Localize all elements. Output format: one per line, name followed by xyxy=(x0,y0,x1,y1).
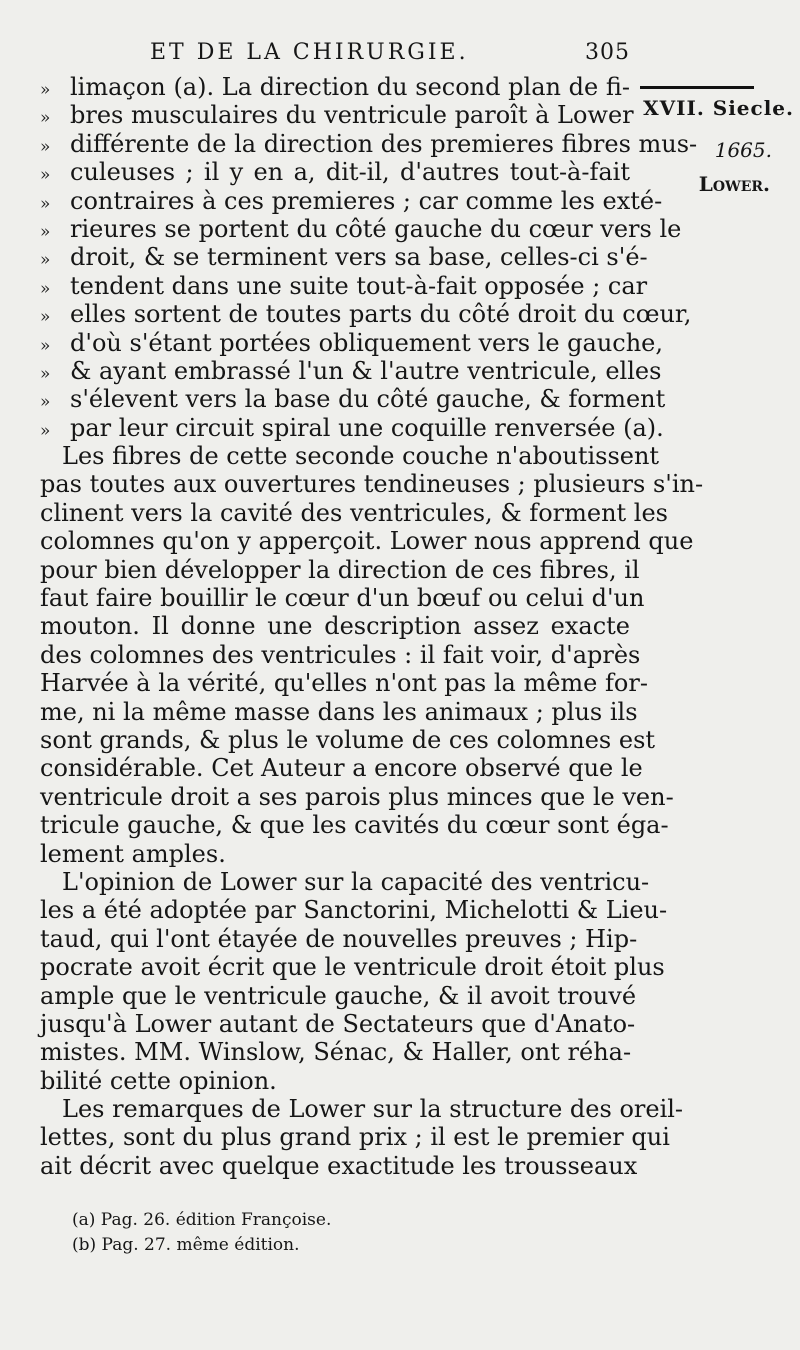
running-title: ET DE LA CHIRURGIE. xyxy=(150,40,469,65)
line-text: sont grands, & plus le volume de ces colomnes est xyxy=(40,725,656,754)
text-line xyxy=(40,73,630,101)
text-line xyxy=(40,498,668,527)
quote-mark: » xyxy=(40,108,51,129)
line-text: pas toutes aux ouvertures tendineuses ; plusieurs s'in- xyxy=(40,470,704,499)
text-line xyxy=(40,158,630,186)
line-text: bres musculaires du ventricule paroît à Lower xyxy=(70,101,634,130)
text-line xyxy=(40,186,663,215)
line-text: Les remarques de Lower sur la structure des oreil- xyxy=(62,1095,684,1124)
quote-mark: » xyxy=(40,250,51,271)
footnotes xyxy=(72,1208,632,1258)
line-text: par leur circuit spiral une coquille renversée (a). xyxy=(70,413,664,442)
text-line xyxy=(40,754,643,783)
quote-mark: » xyxy=(40,420,51,441)
margin-rule xyxy=(640,86,754,89)
text-line xyxy=(40,527,694,556)
margin-century: XVII. Siecle. xyxy=(643,96,794,120)
line-text: L'opinion de Lower sur la capacité des ventricu- xyxy=(62,867,650,896)
line-text: considérable. Cet Auteur a encore observé que le xyxy=(40,754,643,783)
text-line xyxy=(40,442,660,471)
line-text: lettes, sont du plus grand prix ; il est le premier qui xyxy=(40,1123,670,1152)
footnote-b: (b) Pag. 27. même édition. xyxy=(72,1235,300,1255)
line-text: pour bien développer la direction de ces fibres, il xyxy=(40,555,640,584)
text-line xyxy=(40,1123,670,1152)
text-line xyxy=(40,584,645,613)
margin-author: Lower. xyxy=(698,172,770,196)
line-text: rieures se portent du côté gauche du cœur vers le xyxy=(70,214,682,243)
text-line xyxy=(40,924,638,953)
quote-mark: » xyxy=(40,221,51,242)
line-text: des colomnes des ventricules : il fait voir, d'après xyxy=(40,640,641,669)
line-text: bilité cette opinion. xyxy=(40,1066,277,1095)
text-line xyxy=(40,385,666,414)
line-text: ventricule droit a ses parois plus minces que le ven- xyxy=(40,782,674,811)
text-line xyxy=(40,271,648,300)
text-line xyxy=(40,697,638,726)
line-text: s'élevent vers la base du côté gauche, & forment xyxy=(70,385,666,414)
text-line xyxy=(40,129,698,158)
line-text: clinent vers la cavité des ventricules, & forment les xyxy=(40,498,668,527)
line-text: culeuses ; il y en a, dit-il, d'autres tout-à-fait xyxy=(70,158,630,187)
text-line xyxy=(40,782,674,811)
text-line xyxy=(40,356,662,385)
margin-year: 1665. xyxy=(714,138,772,162)
text-line xyxy=(40,555,640,584)
line-text: Harvée à la vérité, qu'elles n'ont pas la même for- xyxy=(40,669,648,698)
text-line xyxy=(40,328,664,357)
text-line xyxy=(40,470,704,499)
line-text: droit, & se terminent vers sa base, celles-ci s'é- xyxy=(70,243,648,272)
line-text: jusqu'à Lower autant de Sectateurs que d'Anato- xyxy=(40,1009,636,1038)
footnote-a: (a) Pag. 26. édition Françoise. xyxy=(72,1210,332,1230)
text-line xyxy=(40,1151,638,1180)
quote-mark: » xyxy=(40,278,51,299)
line-text: elles sortent de toutes parts du côté droit du cœur, xyxy=(70,300,692,329)
quote-mark: » xyxy=(40,165,51,186)
line-text: contraires à ces premieres ; car comme les exté- xyxy=(70,186,663,215)
text-line xyxy=(40,413,664,442)
text-line xyxy=(40,896,668,925)
text-line xyxy=(40,811,669,840)
text-line xyxy=(40,1067,630,1095)
quote-mark: » xyxy=(40,80,51,100)
running-header xyxy=(130,38,630,70)
line-text: d'où s'étant portées obliquement vers le gauche, xyxy=(70,328,664,357)
line-text: tricule gauche, & que les cavités du cœur sont éga- xyxy=(40,811,669,840)
page-number: 305 xyxy=(585,40,630,65)
line-text: mistes. MM. Winslow, Sénac, & Haller, ont réha- xyxy=(40,1038,632,1067)
quote-mark: » xyxy=(40,193,51,214)
text-line xyxy=(40,1038,630,1066)
line-text: tendent dans une suite tout-à-fait opposée ; car xyxy=(70,271,648,300)
line-text: ample que le ventricule gauche, & il avoit trouvé xyxy=(40,981,637,1010)
text-line xyxy=(40,669,648,698)
text-line xyxy=(40,101,634,130)
quote-mark: » xyxy=(40,392,51,413)
text-line xyxy=(40,1095,684,1124)
line-text: taud, qui l'ont étayée de nouvelles preuves ; Hip- xyxy=(40,924,638,953)
body-text xyxy=(40,73,704,1180)
line-text: mouton. Il donne une description assez exacte xyxy=(40,612,630,641)
text-line xyxy=(40,867,650,896)
text-line xyxy=(40,640,641,669)
text-line xyxy=(40,981,637,1010)
line-text: & ayant embrassé l'un & l'autre ventricule, elles xyxy=(70,356,662,385)
text-line xyxy=(40,1009,636,1038)
line-text: limaçon (a). La direction du second plan de fi- xyxy=(70,73,630,101)
quote-mark: » xyxy=(40,363,51,384)
text-line xyxy=(40,840,630,868)
text-line xyxy=(40,725,656,754)
line-text: lement amples. xyxy=(40,839,226,868)
quote-mark: » xyxy=(40,307,51,328)
line-text: Les fibres de cette seconde couche n'aboutissent xyxy=(62,442,660,471)
text-line xyxy=(40,214,682,243)
text-line xyxy=(40,953,665,982)
text-line xyxy=(40,243,648,272)
quote-mark: » xyxy=(40,136,51,157)
line-text: faut faire bouillir le cœur d'un bœuf ou celui d'un xyxy=(40,584,645,613)
quote-mark: » xyxy=(40,335,51,356)
line-text: ait décrit avec quelque exactitude les trousseaux xyxy=(40,1151,638,1180)
line-text: colomnes qu'on y apperçoit. Lower nous apprend que xyxy=(40,527,694,556)
line-text: différente de la direction des premieres fibres mus- xyxy=(70,129,698,158)
text-line xyxy=(40,300,692,329)
line-text: me, ni la même masse dans les animaux ; plus ils xyxy=(40,697,638,726)
line-text: les a été adoptée par Sanctorini, Michelotti & Lieu- xyxy=(40,896,668,925)
line-text: pocrate avoit écrit que le ventricule droit étoit plus xyxy=(40,953,665,982)
text-line xyxy=(40,612,630,640)
